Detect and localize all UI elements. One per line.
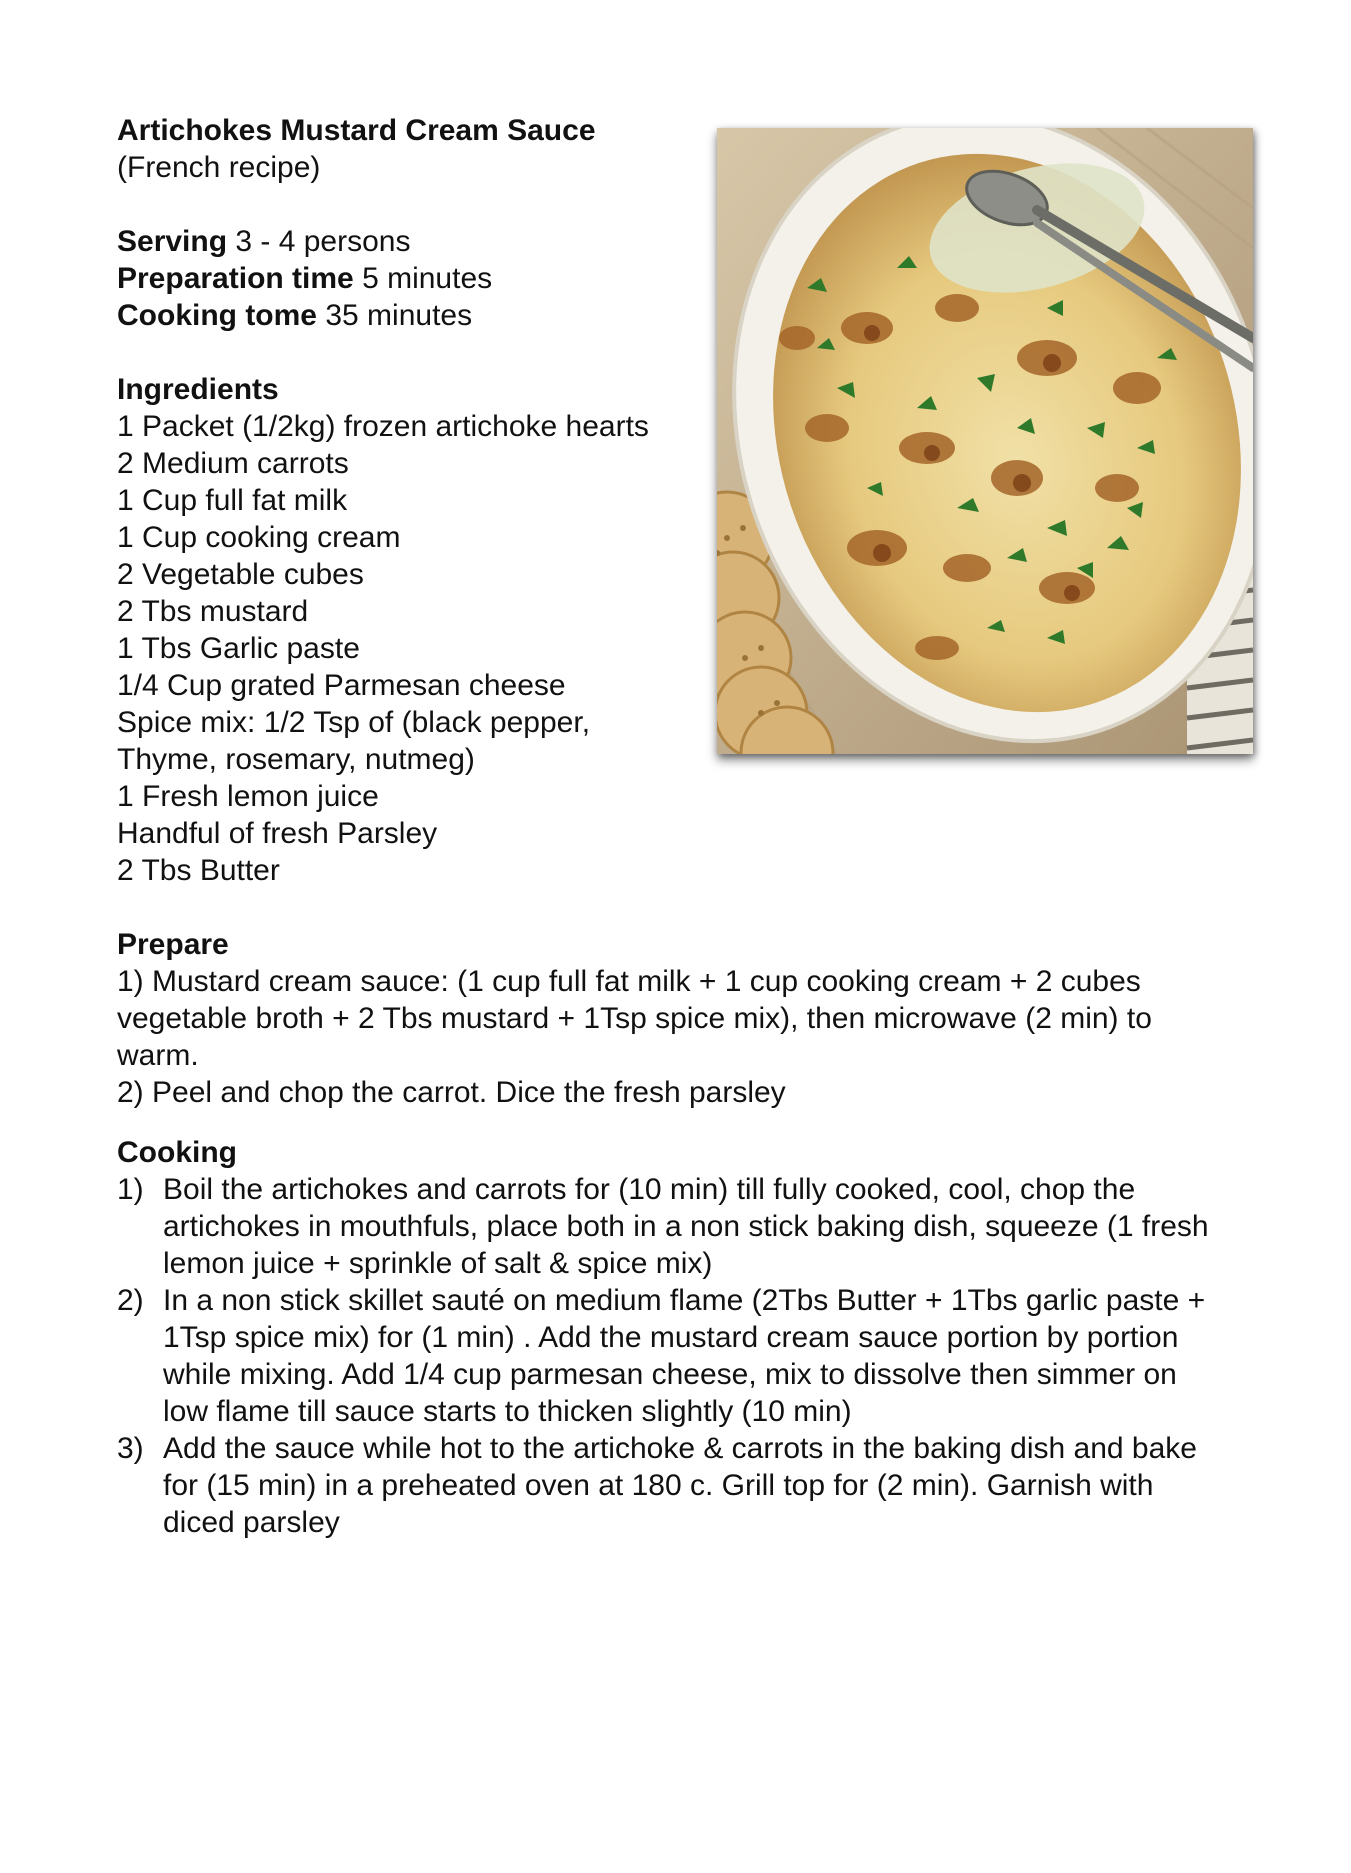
ingredient-item: Spice mix: 1/2 Tsp of (black pepper, [117, 706, 591, 739]
cooking-step-line: while mixing. Add 1/4 cup parmesan cheese, mix to dissolve then simmer on [163, 1358, 1177, 1391]
cooking-step [117, 1430, 1247, 1541]
ingredient-item: Handful of fresh Parsley [117, 817, 438, 850]
cooking-step-line: diced parsley [163, 1506, 340, 1539]
ingredient-item: 1 Tbs Garlic paste [117, 632, 360, 665]
ingredient-item: 1 Cup full fat milk [117, 484, 348, 517]
artichoke-gratin-dish-photo [717, 128, 1253, 754]
prepare-line: 2) Peel and chop the carrot. Dice the fresh parsley [117, 1076, 786, 1109]
ingredient-item: Thyme, rosemary, nutmeg) [117, 743, 475, 776]
meta-preparation-label: Preparation time [117, 262, 354, 295]
cooking-section [117, 1134, 1247, 1541]
cooking-step-line: In a non stick skillet sauté on medium flame (2Tbs Butter + 1Tbs garlic paste + [163, 1284, 1206, 1317]
meta-preparation-value: 5 minutes [353, 262, 493, 295]
ingredient-item: 1 Fresh lemon juice [117, 780, 379, 813]
ingredients-list [117, 408, 697, 889]
ingredient-item: 1/4 Cup grated Parmesan cheese [117, 669, 566, 702]
ingredient-item: 2 Tbs Butter [117, 854, 280, 887]
meta-serving-value: 3 - 4 persons [227, 225, 411, 258]
cooking-step-line: artichokes in mouthfuls, place both in a non stick baking dish, squeeze (1 fresh [163, 1210, 1209, 1243]
cooking-step-number: 3) [117, 1432, 144, 1465]
ingredient-item: 1 Packet (1/2kg) frozen artichoke hearts [117, 410, 649, 443]
ingredient-item: 2 Medium carrots [117, 447, 349, 480]
prepare-line: warm. [117, 1039, 199, 1072]
meta-preparation-time [117, 260, 697, 297]
cooking-step-line: low flame till sauce starts to thicken slightly (10 min) [163, 1395, 852, 1428]
cooking-step-line: Boil the artichokes and carrots for (10 min) till fully cooked, cool, chop the [163, 1173, 1136, 1206]
ingredients-heading: Ingredients [117, 373, 279, 406]
cooking-step [117, 1171, 1247, 1282]
recipe-subtitle: (French recipe) [117, 151, 321, 184]
meta-cooking-label: Cooking tome [117, 299, 317, 332]
prepare-line: vegetable broth + 2 Tbs mustard + 1Tsp spice mix), then microwave (2 min) to [117, 1002, 1152, 1035]
cooking-step-line: for (15 min) in a preheated oven at 180 c. Grill top for (2 min). Garnish with [163, 1469, 1154, 1502]
cooking-step [117, 1282, 1247, 1430]
prepare-line: 1) Mustard cream sauce: (1 cup full fat milk + 1 cup cooking cream + 2 cubes [117, 965, 1141, 998]
cooking-step-line: 1Tsp spice mix) for (1 min) . Add the mustard cream sauce portion by portion [163, 1321, 1179, 1354]
prepare-section [117, 926, 1247, 1111]
cooking-step-number: 1) [117, 1173, 144, 1206]
meta-cooking-value: 35 minutes [317, 299, 473, 332]
ingredient-item: 2 Tbs mustard [117, 595, 309, 628]
meta-serving [117, 223, 697, 260]
meta-cooking-time [117, 297, 697, 334]
prepare-heading: Prepare [117, 928, 229, 961]
cooking-step-line: Add the sauce while hot to the artichoke & carrots in the baking dish and bake [163, 1432, 1197, 1465]
cooking-heading: Cooking [117, 1136, 237, 1169]
meta-serving-label: Serving [117, 225, 228, 258]
recipe-title: Artichokes Mustard Cream Sauce [117, 114, 596, 147]
ingredient-item: 1 Cup cooking cream [117, 521, 401, 554]
ingredient-item: 2 Vegetable cubes [117, 558, 364, 591]
cooking-step-number: 2) [117, 1284, 144, 1317]
recipe-header-column [117, 112, 697, 889]
cooking-step-line: lemon juice + sprinkle of salt & spice mix) [163, 1247, 713, 1280]
